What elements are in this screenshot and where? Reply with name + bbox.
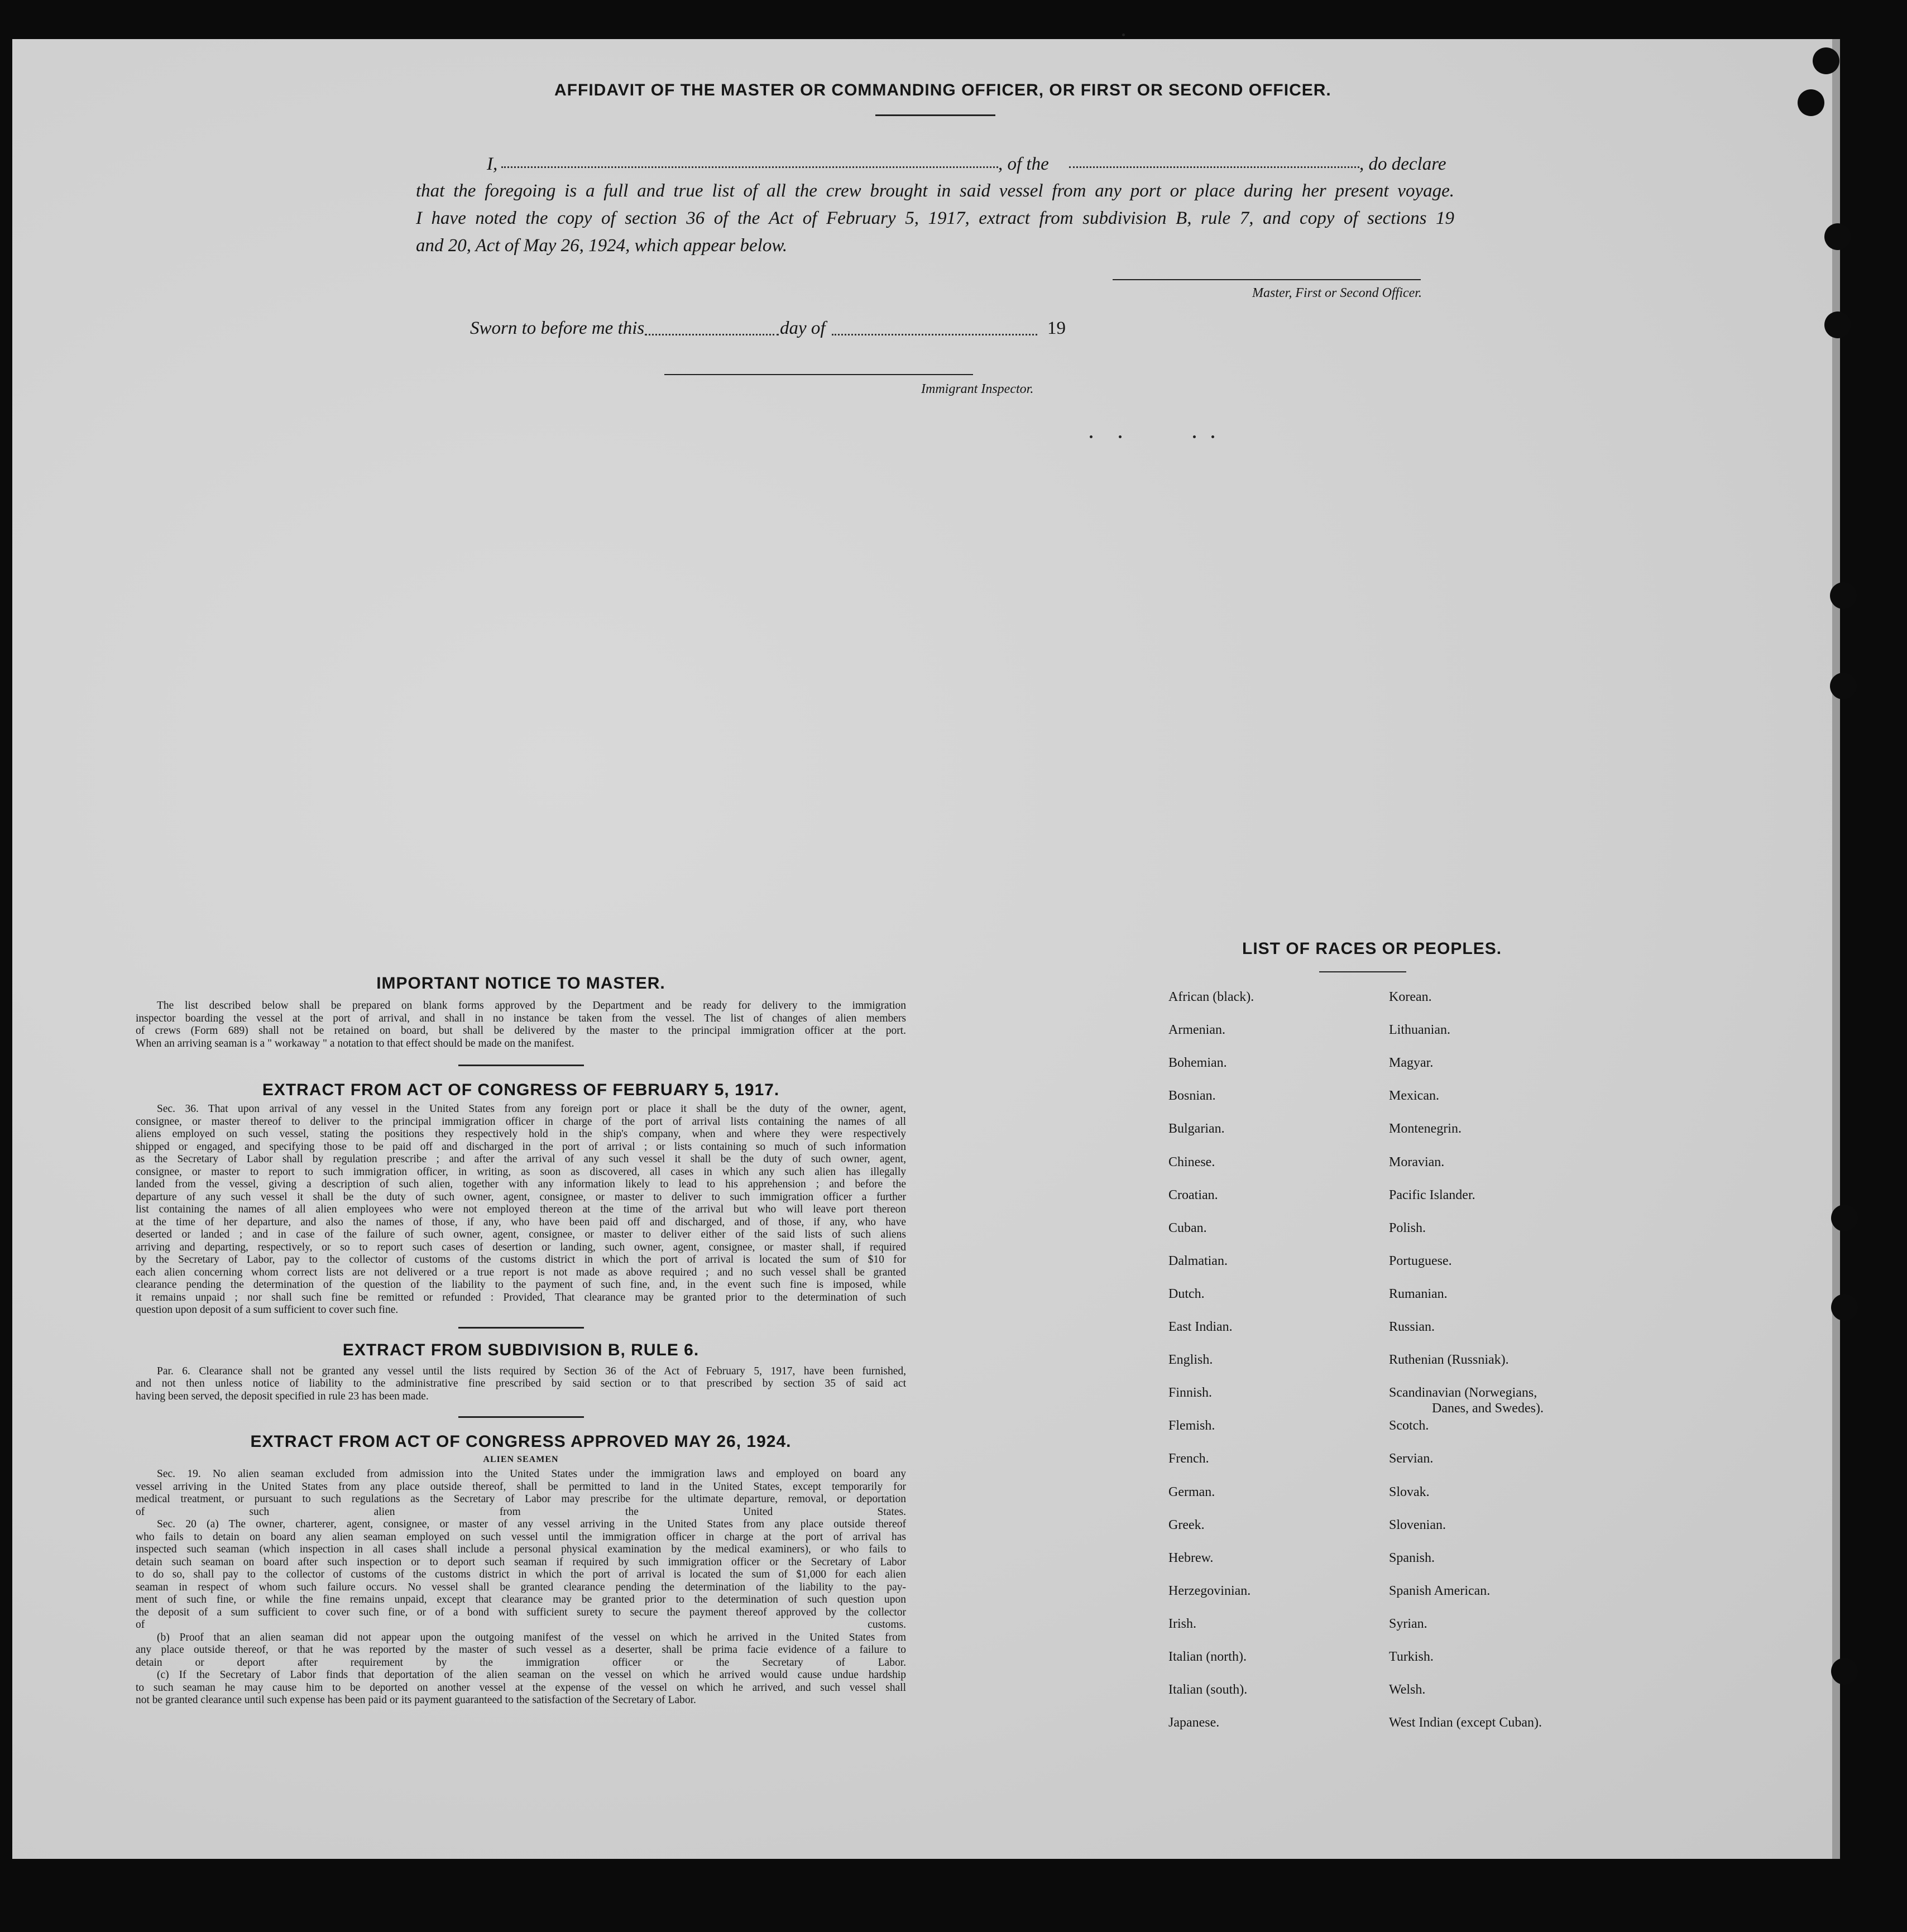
text-line: as the Secretary of Labor shall by regulation prescribe ; and after the arrival of any such vessel it shall be the duty of such owner, agent,	[136, 1153, 906, 1165]
race-item: Korean.	[1389, 990, 1432, 1004]
race-item: Croatian.	[1168, 1187, 1218, 1202]
race-item: Bohemian.	[1168, 1056, 1227, 1071]
race-item: Spanish American.	[1389, 1583, 1491, 1598]
text-line: having been served, the deposit specified in rule 23 has been made.	[136, 1390, 429, 1402]
race-item-continuation: Danes, and Swedes).	[1432, 1401, 1544, 1416]
speck	[1211, 435, 1214, 438]
speck	[1119, 435, 1122, 438]
race-item: East Indian.	[1168, 1320, 1233, 1334]
of-the-label: , of the	[998, 154, 1049, 174]
section-divider	[458, 1065, 584, 1066]
text-line: When an arriving seaman is a " workaway " a notation to that effect should be made on the manifest.	[136, 1037, 574, 1049]
binder-hole-icon	[1830, 673, 1857, 699]
text-line: to such seaman he may cause him to be deported on another vessel at the expense of the vessel on which he arrived, and such vessel shall	[136, 1681, 906, 1694]
affidavit-line: that the foregoing is a full and true list of all the crew brought in said vessel from any port or place during her present voyage.	[416, 181, 1454, 201]
race-item: Polish.	[1389, 1220, 1426, 1235]
rule-6-body	[136, 1365, 906, 1403]
extract-1917-title: EXTRACT FROM ACT OF CONGRESS OF FEBRUARY 5, 1917.	[262, 1081, 780, 1099]
binder-hole-icon	[1831, 1294, 1858, 1321]
text-line: any place outside thereof, or that he was reported by the master of such vessel as a deserter, shall be prima facie evidence of a failure to	[136, 1644, 906, 1656]
race-item: Servian.	[1389, 1451, 1434, 1466]
do-declare-label: , do declare	[1359, 154, 1446, 174]
race-item: Italian (south).	[1168, 1682, 1248, 1698]
text-line: at the time of her departure, and also the names of those, if any, who have been paid off and discharged, and of those, if any, who have	[136, 1216, 906, 1228]
race-item: Slovak.	[1389, 1484, 1430, 1499]
text-line: it remains unpaid ; nor shall such fine be remitted or refunded : Provided, That clearance may be granted prior to the determination of such	[136, 1291, 906, 1303]
officer-name-field[interactable]	[501, 166, 998, 168]
race-item: Rumanian.	[1389, 1286, 1448, 1301]
binder-hole-icon	[1824, 223, 1851, 250]
sworn-month-field[interactable]	[832, 334, 1037, 335]
inspector-signature-label: Immigrant Inspector.	[921, 382, 1034, 396]
race-item: Slovenian.	[1389, 1517, 1446, 1532]
text-line: of such alien from the United States.	[136, 1506, 906, 1518]
affidavit-line: I have noted the copy of section 36 of the Act of February 5, 1917, extract from subdivision B, rule 7, and copy of sections 19	[416, 208, 1454, 228]
title-divider	[875, 114, 995, 116]
race-item: Japanese.	[1168, 1715, 1220, 1730]
race-item: Italian (north).	[1168, 1650, 1247, 1664]
race-item: Montenegrin.	[1389, 1121, 1462, 1137]
master-signature-line[interactable]	[1113, 279, 1421, 280]
race-item: Moravian.	[1389, 1154, 1445, 1169]
binder-hole-icon	[1813, 47, 1839, 74]
text-line: inspected such seaman (which inspection in all cases shall include a personal physical examination by the medical examiners), or who fails to	[136, 1543, 906, 1555]
notice-title: IMPORTANT NOTICE TO MASTER.	[376, 974, 665, 993]
text-line: by the Secretary of Labor, pay to the collector of customs of the customs district in which the port of arrival is located the sum of $10 for	[136, 1254, 906, 1265]
extract-1924-body	[136, 1468, 906, 1707]
race-item: Hebrew.	[1168, 1550, 1214, 1565]
race-item: Lithuanian.	[1389, 1023, 1450, 1038]
race-item: Herzegovinian.	[1168, 1583, 1251, 1598]
race-item: Dalmatian.	[1168, 1253, 1228, 1268]
text-line: ment of such fine, or while the fine remains unpaid, except that clearance may be granted prior to the determination of such question upon	[136, 1594, 906, 1605]
alien-seamen-subtitle: ALIEN SEAMEN	[483, 1455, 559, 1464]
text-line: clearance pending the determination of the question of the liability to the payment of such fine, and, in the event such fine is imposed, while	[136, 1279, 906, 1291]
text-line: list containing the names of all alien employees who were not employed thereon at the time of the arrival but who will leave port thereon	[136, 1204, 906, 1215]
notices-column	[136, 974, 906, 1707]
text-line: (c) If the Secretary of Labor finds that deportation of the alien seaman on the vessel on which he arrived would cause undue hardship	[157, 1669, 906, 1681]
text-line: each alien concerning whom correct lists are not delivered or a true report is not made as above required ; and no such vessel shall be granted	[136, 1266, 906, 1278]
affidavit-title: AFFIDAVIT OF THE MASTER OR COMMANDING OFFICER, OR FIRST OR SECOND OFFICER.	[554, 81, 1331, 99]
text-line: seaman in respect of whom such failure occurs. No vessel shall be granted clearance pending the determination of the liability to the pay-	[136, 1581, 906, 1593]
text-line: deserted or landed ; and in case of the failure of such owner, agent, consignee, or master to deliver either of the said lists of such aliens	[136, 1229, 906, 1240]
races-divider	[1319, 971, 1406, 972]
binder-hole-icon	[1830, 582, 1857, 609]
inspector-signature-line[interactable]	[664, 374, 973, 375]
binder-hole-icon	[1831, 1658, 1858, 1685]
race-item: Irish.	[1168, 1616, 1196, 1631]
text-line: not be granted clearance until such expense has been paid or its payment guaranteed to the satisfaction of the Secretary of Labor.	[136, 1694, 696, 1706]
race-item: Dutch.	[1168, 1286, 1205, 1301]
text-line: Par. 6. Clearance shall not be granted any vessel until the lists required by Section 36 of the Act of February 5, 1917, have been furnished,	[157, 1365, 906, 1377]
extract-1917-body	[136, 1103, 906, 1317]
race-item: Flemish.	[1168, 1418, 1215, 1434]
affidavit-line: and 20, Act of May 26, 1924, which appear below.	[416, 236, 788, 256]
race-item: Spanish.	[1389, 1550, 1435, 1565]
race-item: Portuguese.	[1389, 1253, 1452, 1268]
text-line: of customs.	[136, 1619, 906, 1631]
text-line: and not then unless notice of liability to the administrative fine prescribed by said section or to that prescribed by section 35 of said act	[136, 1378, 906, 1389]
text-line: (b) Proof that an alien seaman did not appear upon the outgoing manifest of the vessel on which he arrived in the United States from	[157, 1631, 906, 1643]
binder-hole-icon	[1831, 1205, 1858, 1231]
race-item: German.	[1168, 1484, 1215, 1499]
extract-1924-title: EXTRACT FROM ACT OF CONGRESS APPROVED MAY 26, 1924.	[250, 1432, 792, 1451]
race-item: Pacific Islander.	[1389, 1187, 1475, 1202]
text-line: consignee, or master to report to such immigration officer, in writing, as soon as discovered, all cases in which any such alien has illegally	[136, 1166, 906, 1178]
race-item: French.	[1168, 1451, 1209, 1466]
year-label: 19	[1047, 318, 1066, 338]
text-line: departure of any such vessel it shall be the duty of such owner, agent, consignee, or master to deliver to such immigration officer a further	[136, 1191, 906, 1203]
text-line: who fails to detain on board any alien seaman employed on such vessel until the immigration officer in charge at the port of arrival has	[136, 1531, 906, 1543]
day-of-label: day of	[780, 318, 826, 338]
race-item: West Indian (except Cuban).	[1389, 1715, 1542, 1730]
section-divider	[458, 1416, 584, 1418]
race-item: Finnish.	[1168, 1386, 1213, 1401]
text-line: shipped or engaged, and specifying those to be paid off and discharged in the port of arrival ; or lists containing so much of such information	[136, 1140, 906, 1153]
text-line: vessel arriving in the United States from any place outside thereof, shall be permitted to land in the United States, except temporarily for	[136, 1480, 906, 1493]
text-line: of crews (Form 689) shall not be retained on board, but shall be delivered by the master to the principal immigration officer at the port.	[136, 1025, 906, 1037]
race-item: Mexican.	[1389, 1089, 1439, 1104]
race-item: Syrian.	[1389, 1616, 1427, 1631]
text-line: to do so, shall pay to the collector of customs of the customs district in which the port of arrival is located the sum of $1,000 for each alien	[136, 1569, 906, 1580]
section-divider	[458, 1327, 584, 1329]
race-item: Cuban.	[1168, 1220, 1207, 1235]
text-line: arriving and departing, respectively, or so to report such cases of desertion or landing, such owner, agent, consignee, or master shall, if required	[136, 1241, 906, 1253]
race-item: Welsh.	[1389, 1682, 1426, 1698]
i-label: I,	[487, 154, 498, 174]
vessel-name-field[interactable]	[1069, 166, 1359, 168]
race-item: Scandinavian (Norwegians,	[1389, 1386, 1537, 1401]
race-item: Bulgarian.	[1168, 1121, 1225, 1137]
text-line: Sec. 36. That upon arrival of any vessel in the United States from any foreign port or place it shall be the duty of the owner, agent,	[157, 1103, 906, 1115]
race-item: Chinese.	[1168, 1154, 1215, 1169]
race-item: Armenian.	[1168, 1023, 1225, 1038]
race-item: Greek.	[1168, 1517, 1205, 1532]
notice-body	[136, 1000, 906, 1050]
master-signature-label: Master, First or Second Officer.	[1252, 286, 1422, 300]
race-item: Magyar.	[1389, 1056, 1434, 1071]
race-item: English.	[1168, 1353, 1213, 1368]
sworn-label: Sworn to before me this	[470, 318, 645, 338]
binder-hole-icon	[1824, 311, 1851, 338]
text-line: detain or deport after requirement by the immigration officer or the Secretary of Labor.	[136, 1656, 906, 1669]
race-item: Russian.	[1389, 1320, 1435, 1334]
races-title: LIST OF RACES OR PEOPLES.	[1242, 939, 1502, 958]
text-line: Sec. 19. No alien seaman excluded from admission into the United States under the immigration laws and employed on board any	[157, 1468, 906, 1480]
text-line: aliens employed on such vessel, stating the positions they respectively hold in the ship's company, when and where they were respectively	[136, 1128, 906, 1140]
race-item: Turkish.	[1389, 1650, 1434, 1664]
text-line: detain such seaman on board after such inspection or to deport such seaman if required by such immigration officer or the Secretary of Labor	[136, 1556, 906, 1568]
text-line: Sec. 20 (a) The owner, charterer, agent, consignee, or master of any vessel arriving in the United States from any place outside thereof	[157, 1518, 906, 1530]
text-line: landed from the vessel, giving a description of such alien, together with any information likely to lead to his apprehension ; and before the	[136, 1178, 906, 1190]
sworn-day-field[interactable]	[645, 334, 779, 335]
race-item: Scotch.	[1389, 1418, 1429, 1434]
speck	[1122, 33, 1125, 36]
text-line: The list described below shall be prepared on blank forms approved by the Department and be ready for delivery to the immigration	[157, 1000, 906, 1011]
speck	[1193, 435, 1196, 438]
text-line: medical treatment, or pursuant to such regulations as the Secretary of Labor may prescribe for the ultimate departure, removal, or deportation	[136, 1493, 906, 1505]
text-line: consignee, or master thereof to deliver to the principal immigration officer in charge of the port of arrival lists containing the names of all	[136, 1115, 906, 1128]
race-item: Bosnian.	[1168, 1089, 1216, 1104]
text-line: inspector boarding the vessel at the port of arrival, and shall in no instance be taken from the vessel. The list of changes of alien members	[136, 1012, 906, 1024]
speck	[1090, 435, 1093, 438]
binder-hole-icon	[1798, 89, 1824, 116]
text-line: the deposit of a sum sufficient to cover such fine, or of a bond with sufficient surety to secure the payment thereof approved by the collector	[136, 1606, 906, 1618]
text-line: question upon deposit of a sum sufficient to cover such fine.	[136, 1304, 399, 1316]
race-item: Ruthenian (Russniak).	[1389, 1353, 1509, 1368]
rule-6-title: EXTRACT FROM SUBDIVISION B, RULE 6.	[342, 1340, 699, 1359]
race-item: African (black).	[1168, 990, 1254, 1004]
